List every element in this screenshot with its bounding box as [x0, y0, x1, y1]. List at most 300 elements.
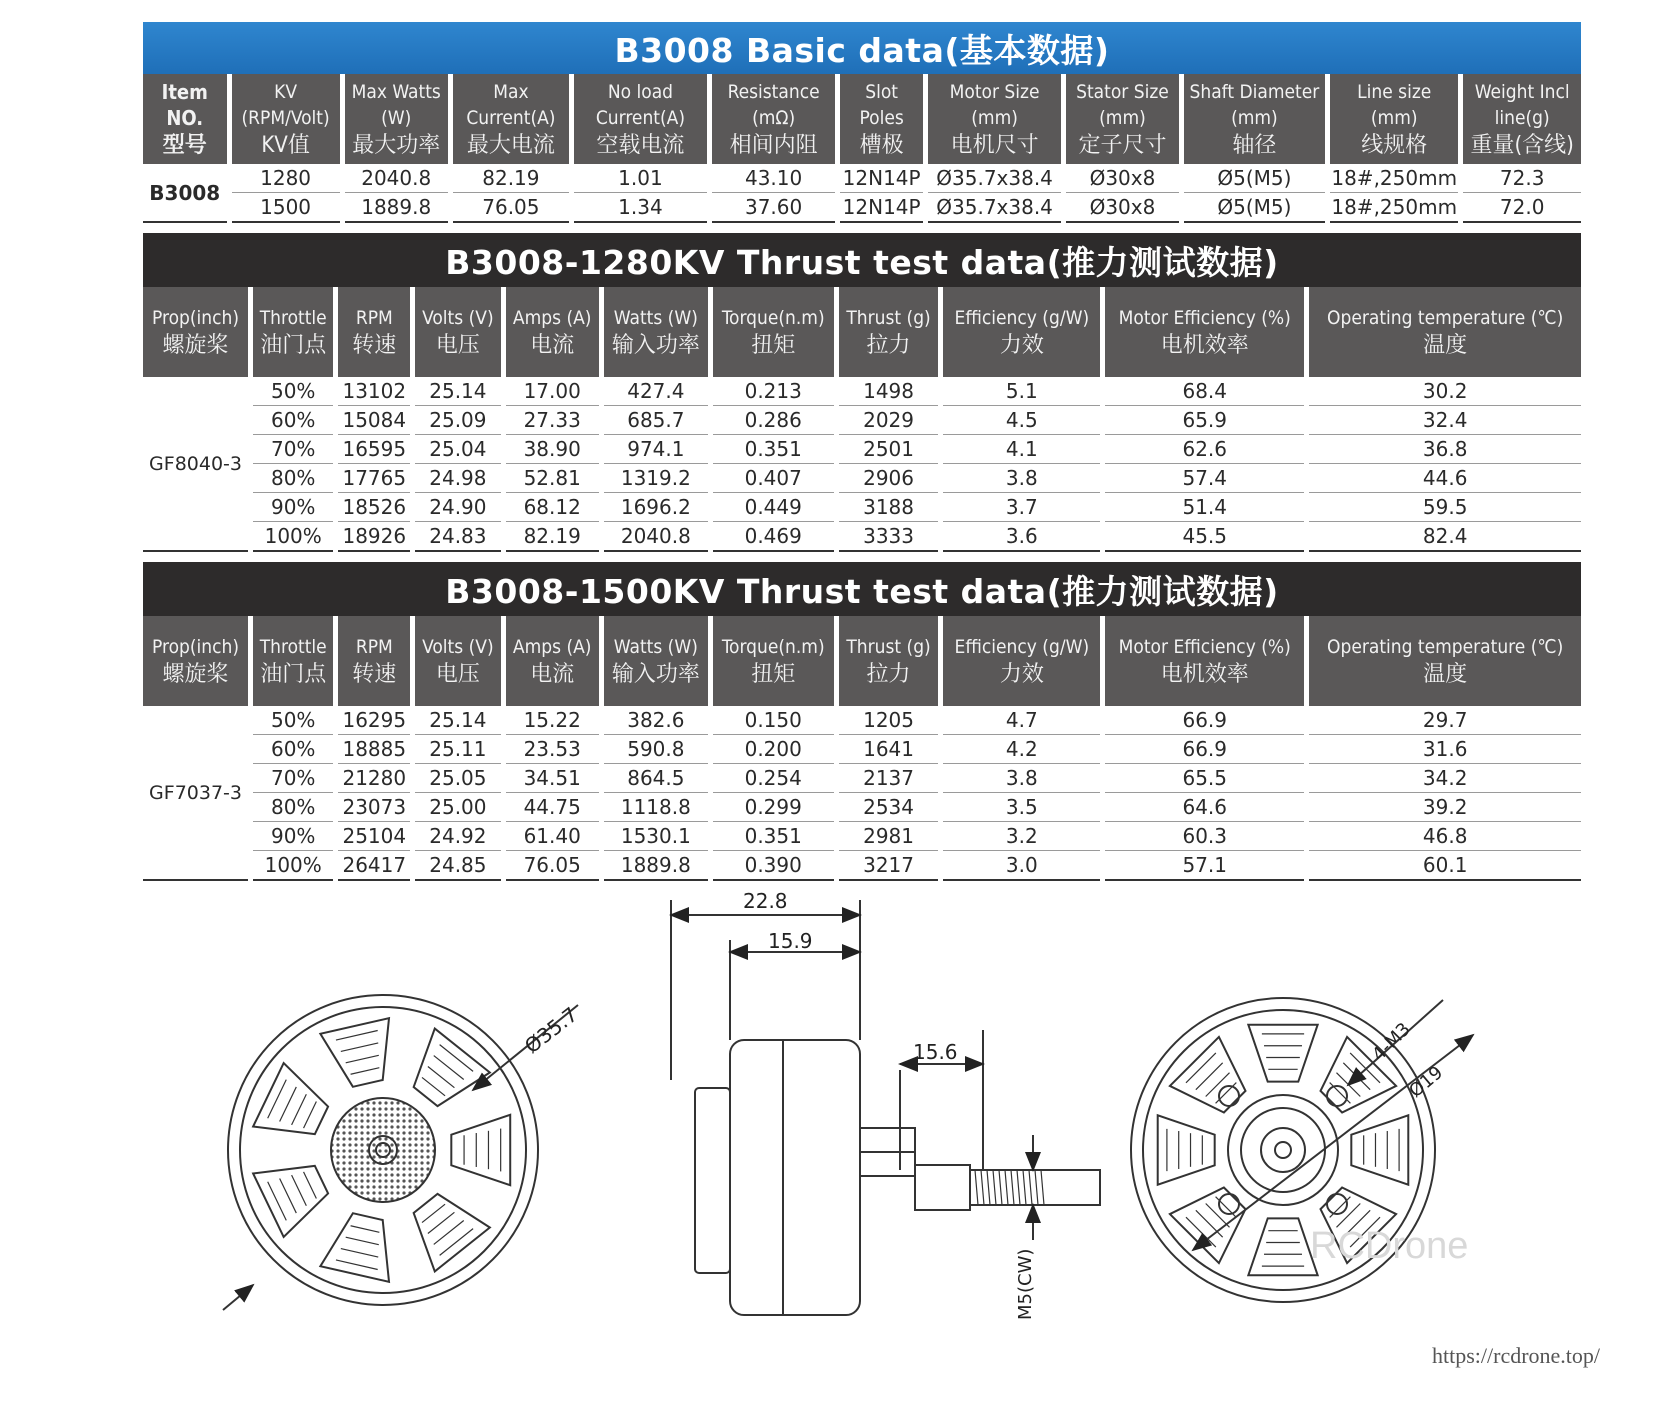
column-header-en: Amps (A)	[512, 307, 592, 329]
column-header-en: Thrust (g)	[846, 307, 931, 329]
table-row	[143, 851, 1581, 881]
table-cell: 382.6	[604, 706, 708, 735]
table-cell: 2029	[839, 406, 939, 435]
thread-line	[1035, 1170, 1038, 1205]
table-cell: 64.6	[1105, 793, 1304, 822]
stator-slot-shape	[320, 1018, 389, 1087]
column-header-en: Operating temperature (℃)	[1327, 307, 1564, 329]
column-header-en: Motor Efficiency (%)	[1118, 307, 1291, 329]
table-cell: 80%	[253, 464, 333, 493]
brand-watermark: RCDrone	[1310, 1225, 1469, 1267]
table-cell: 3.8	[943, 464, 1100, 493]
table-cell: 2534	[839, 793, 939, 822]
column-header	[839, 616, 939, 706]
column-header-cn: 电压	[435, 333, 480, 358]
table-cell: 3.0	[943, 851, 1100, 881]
table-cell: 24.92	[415, 822, 500, 851]
table-cell: 23.53	[506, 735, 599, 764]
table-cell: 17.00	[506, 377, 599, 406]
table-cell: 37.60	[712, 193, 835, 223]
table-cell: 1500	[232, 193, 340, 223]
column-header-cn: KV值	[261, 133, 310, 158]
thread-line	[981, 1170, 984, 1205]
table-cell: 21280	[338, 764, 410, 793]
table-row	[143, 406, 1581, 435]
table-cell: 100%	[253, 851, 333, 881]
column-header-en: Item NO.	[161, 80, 208, 130]
table-row	[143, 522, 1581, 552]
column-header-cn: 空载电流	[596, 133, 685, 158]
column-header-en: No load Current(A)	[595, 81, 686, 129]
column-header-cn: 扭矩	[751, 333, 796, 358]
column-header	[345, 74, 448, 164]
table-cell: 18926	[338, 522, 410, 552]
table-cell: 36.8	[1309, 435, 1581, 464]
column-header-en: Torque(n.m)	[721, 307, 825, 329]
table-cell: 5.1	[943, 377, 1100, 406]
table-cell: GF7037-3	[143, 706, 248, 881]
shaft-thread-label: M5(CW)	[1015, 1248, 1036, 1320]
table-cell: 0.390	[713, 851, 834, 881]
table-cell: 15084	[338, 406, 410, 435]
winding-line	[351, 1068, 380, 1075]
stator-slot-shape	[1248, 1025, 1317, 1082]
table-cell: 57.4	[1105, 464, 1304, 493]
column-header-cn: 电机尺寸	[950, 133, 1039, 158]
side-total-length-label: 22.8	[743, 889, 788, 913]
table-cell: 66.9	[1105, 706, 1304, 735]
winding-line	[422, 1204, 445, 1222]
table-cell: 76.05	[453, 193, 569, 223]
table-cell: 12N14P	[840, 164, 923, 193]
table-cell: 1889.8	[345, 193, 448, 223]
column-header	[253, 287, 333, 377]
table-cell: 68.12	[506, 493, 599, 522]
winding-line	[422, 1077, 445, 1095]
mount-holes-label: 4-M3	[1368, 1018, 1415, 1066]
table-cell: 2040.8	[345, 164, 448, 193]
column-header	[253, 616, 333, 706]
column-header	[506, 616, 599, 706]
table-cell: 25.11	[415, 735, 500, 764]
table-cell: 1530.1	[604, 822, 708, 851]
column-header	[713, 287, 834, 377]
winding-line	[428, 1066, 455, 1087]
column-header	[1066, 74, 1179, 164]
thread-line	[1017, 1170, 1020, 1205]
winding-line	[1186, 1217, 1216, 1247]
column-header-cn: 螺旋桨	[162, 662, 229, 687]
table-row	[143, 435, 1581, 464]
table-cell: 60.1	[1309, 851, 1581, 881]
table-cell: 34.2	[1309, 764, 1581, 793]
column-header-en: Resistance (mΩ)	[727, 81, 820, 129]
table-cell: Ø30x8	[1066, 193, 1179, 223]
table-cell: 18#,250mm	[1330, 164, 1458, 193]
table-cell: 24.83	[415, 522, 500, 552]
column-header-en: RPM	[355, 307, 393, 329]
column-header-en: Shaft Diameter (mm)	[1189, 81, 1320, 129]
basic-data-table	[138, 74, 1586, 223]
table-cell: 17765	[338, 464, 410, 493]
table-row	[143, 164, 1581, 193]
table-row	[143, 377, 1581, 406]
column-header-cn: 最大电流	[466, 133, 555, 158]
table-cell: 0.286	[713, 406, 834, 435]
column-header	[604, 287, 708, 377]
table-cell: 50%	[253, 706, 333, 735]
column-header-cn: 力效	[999, 333, 1044, 358]
column-header-cn: 轴径	[1232, 133, 1277, 158]
column-header	[143, 616, 248, 706]
thread-line	[1029, 1170, 1032, 1205]
column-header-en: Max Watts (W)	[351, 81, 441, 129]
winding-line	[346, 1055, 379, 1063]
winding-line	[434, 1220, 464, 1244]
thread-line	[975, 1170, 978, 1205]
column-header-cn: 转速	[352, 662, 397, 687]
table-cell: Ø5(M5)	[1184, 193, 1325, 223]
table-cell: 72.3	[1463, 164, 1581, 193]
column-header-en: Line size (mm)	[1357, 81, 1432, 129]
winding-line	[304, 1102, 317, 1129]
table-cell: 82.4	[1309, 522, 1581, 552]
column-header	[1463, 74, 1581, 164]
column-header-cn: 油门点	[260, 333, 327, 358]
stator-slot-shape	[414, 1029, 490, 1107]
column-header-en: Thrust (g)	[846, 636, 931, 658]
table-cell: 24.98	[415, 464, 500, 493]
column-header-en: Motor Efficiency (%)	[1118, 636, 1291, 658]
column-header-cn: 转速	[352, 333, 397, 358]
column-header	[1105, 287, 1304, 377]
column-header	[928, 74, 1061, 164]
column-header-cn: 输入功率	[611, 662, 700, 687]
table-cell: 65.9	[1105, 406, 1304, 435]
table-cell: 70%	[253, 435, 333, 464]
winding-line	[280, 1178, 297, 1213]
table-cell: 25.14	[415, 377, 500, 406]
table-cell: 65.5	[1105, 764, 1304, 793]
table-row	[143, 735, 1581, 764]
column-header-cn: 拉力	[866, 662, 911, 687]
column-header-cn: 温度	[1423, 662, 1468, 687]
thrust-1280-table	[138, 287, 1586, 552]
table-cell: 25.09	[415, 406, 500, 435]
winding-line	[336, 1260, 378, 1270]
table-cell: 100%	[253, 522, 333, 552]
table-cell: 1889.8	[604, 851, 708, 881]
table-row	[143, 193, 1581, 223]
table-cell: 90%	[253, 822, 333, 851]
thread-line	[1011, 1170, 1014, 1205]
table-cell: 18#,250mm	[1330, 193, 1458, 223]
table-cell: 3.6	[943, 522, 1100, 552]
site-watermark: https://rcdrone.top/	[1432, 1343, 1601, 1368]
column-header-cn: 电流	[530, 333, 575, 358]
column-header-en: Stator Size (mm)	[1076, 81, 1169, 129]
column-header	[338, 616, 410, 706]
table-cell: 43.10	[712, 164, 835, 193]
table-cell: 685.7	[604, 406, 708, 435]
table-cell: 25104	[338, 822, 410, 851]
table-cell: 3.5	[943, 793, 1100, 822]
column-header	[143, 287, 248, 377]
table-cell: 1.34	[574, 193, 707, 223]
thread-line	[1005, 1170, 1008, 1205]
table-cell: 1118.8	[604, 793, 708, 822]
table-cell: 2906	[839, 464, 939, 493]
table-cell: 66.9	[1105, 735, 1304, 764]
column-header-en: Watts (W)	[613, 636, 698, 658]
table-cell: 13102	[338, 377, 410, 406]
winding-line	[280, 1087, 297, 1122]
table-cell: 25.14	[415, 706, 500, 735]
thrust-1500-table	[138, 616, 1586, 881]
column-header	[1309, 616, 1581, 706]
column-header-cn: 油门点	[260, 662, 327, 687]
table-cell: 68.4	[1105, 377, 1304, 406]
table-cell: 34.51	[506, 764, 599, 793]
table-cell: 1.01	[574, 164, 707, 193]
table-cell: 16295	[338, 706, 410, 735]
table-cell: 3217	[839, 851, 939, 881]
column-header-en: Throttle	[259, 636, 327, 658]
table-cell: 25.04	[415, 435, 500, 464]
table-cell: 90%	[253, 493, 333, 522]
table-cell: 1280	[232, 164, 340, 193]
table-cell: 76.05	[506, 851, 599, 881]
table-cell: 12N14P	[840, 193, 923, 223]
table-cell: 24.85	[415, 851, 500, 881]
table-cell: 44.6	[1309, 464, 1581, 493]
table-cell: 24.90	[415, 493, 500, 522]
column-header-en: KV (RPM/Volt)	[241, 81, 330, 129]
column-header-cn: 扭矩	[751, 662, 796, 687]
table-cell: 52.81	[506, 464, 599, 493]
stator-slot-shape	[1351, 1115, 1408, 1184]
table-cell: 0.351	[713, 822, 834, 851]
motor-drawings	[143, 889, 1581, 1360]
table-cell: 72.0	[1463, 193, 1581, 223]
table-row	[143, 464, 1581, 493]
table-cell: 3.8	[943, 764, 1100, 793]
hole-circle-diameter-label: Ø19	[1405, 1062, 1448, 1103]
thrust-1280-title: B3008-1280KV Thrust test data(推力测试数据)	[143, 233, 1581, 287]
winding-line	[304, 1172, 317, 1199]
table-cell: GF8040-3	[143, 377, 248, 552]
column-header-cn: 相间内阻	[729, 133, 818, 158]
table-cell: 974.1	[604, 435, 708, 464]
column-header-en: Watts (W)	[613, 307, 698, 329]
column-header	[713, 616, 834, 706]
front-diameter-label: Ø35.7	[519, 1002, 583, 1059]
column-header	[943, 287, 1100, 377]
table-cell: B3008	[143, 164, 227, 223]
stator-slot-shape	[1170, 1188, 1246, 1264]
table-cell: 0.449	[713, 493, 834, 522]
winding-line	[292, 1175, 307, 1206]
table-cell: 82.19	[453, 164, 569, 193]
column-header	[415, 616, 500, 706]
column-header-cn: 电流	[530, 662, 575, 687]
column-header-cn: 电机效率	[1160, 333, 1249, 358]
winding-line	[434, 1056, 464, 1080]
table-cell: 1498	[839, 377, 939, 406]
winding-line	[292, 1094, 307, 1125]
table-cell: 82.19	[506, 522, 599, 552]
stator-slot-shape	[414, 1194, 490, 1272]
side-body-length-label: 15.9	[768, 929, 813, 953]
table-cell: 4.1	[943, 435, 1100, 464]
table-cell: Ø35.7x38.4	[928, 164, 1061, 193]
column-header-en: Operating temperature (℃)	[1327, 636, 1564, 658]
table-cell: 50%	[253, 377, 333, 406]
table-cell: 4.2	[943, 735, 1100, 764]
table-cell: 16595	[338, 435, 410, 464]
table-cell: 3333	[839, 522, 939, 552]
column-header	[1309, 287, 1581, 377]
column-header-en: Weight Incl line(g)	[1474, 81, 1570, 129]
column-header	[839, 287, 939, 377]
table-cell: 18526	[338, 493, 410, 522]
table-cell: 51.4	[1105, 493, 1304, 522]
table-cell: 2137	[839, 764, 939, 793]
table-cell: 25.00	[415, 793, 500, 822]
column-header	[840, 74, 923, 164]
table-cell: 0.213	[713, 377, 834, 406]
column-header-en: Slot Poles	[859, 81, 904, 129]
winding-line	[341, 1043, 378, 1052]
table-cell: 0.299	[713, 793, 834, 822]
table-cell: 0.200	[713, 735, 834, 764]
column-header	[1184, 74, 1325, 164]
stator-slot-shape	[1158, 1115, 1215, 1184]
stator-slot-shape	[320, 1213, 389, 1282]
table-cell: 31.6	[1309, 735, 1581, 764]
table-cell: 1319.2	[604, 464, 708, 493]
table-cell: 2040.8	[604, 522, 708, 552]
table-cell: 1641	[839, 735, 939, 764]
column-header	[232, 74, 340, 164]
winding-line	[1196, 1210, 1223, 1237]
column-header	[604, 616, 708, 706]
column-header-en: Motor Size (mm)	[949, 81, 1040, 129]
table-cell: 0.407	[713, 464, 834, 493]
table-cell: 32.4	[1309, 406, 1581, 435]
column-header-en: Prop(inch)	[152, 307, 240, 329]
column-header-cn: 最大功率	[352, 133, 441, 158]
table-cell: 15.22	[506, 706, 599, 735]
column-header	[574, 74, 707, 164]
shaft-length-label: 15.6	[913, 1040, 958, 1064]
table-row	[143, 493, 1581, 522]
winding-line	[1186, 1053, 1216, 1083]
column-header-cn: 温度	[1423, 333, 1468, 358]
table-cell: 2501	[839, 435, 939, 464]
table-cell: 39.2	[1309, 793, 1581, 822]
table-cell: 0.150	[713, 706, 834, 735]
winding-line	[351, 1226, 380, 1233]
table-cell: 1205	[839, 706, 939, 735]
table-cell: 3188	[839, 493, 939, 522]
column-header	[943, 616, 1100, 706]
basic-data-title: B3008 Basic data(基本数据)	[143, 22, 1581, 74]
table-cell: 80%	[253, 793, 333, 822]
column-header-cn: 力效	[999, 662, 1044, 687]
table-cell: 2981	[839, 822, 939, 851]
table-cell: 3.2	[943, 822, 1100, 851]
column-header-cn: 线规格	[1361, 133, 1428, 158]
table-cell: 23073	[338, 793, 410, 822]
table-cell: 27.33	[506, 406, 599, 435]
column-header	[415, 287, 500, 377]
table-cell: 59.5	[1309, 493, 1581, 522]
table-cell: 57.1	[1105, 851, 1304, 881]
table-cell: 25.05	[415, 764, 500, 793]
winding-line	[440, 1045, 473, 1072]
table-row	[143, 706, 1581, 735]
column-header-cn: 定子尺寸	[1078, 133, 1167, 158]
column-header-cn: 输入功率	[611, 333, 700, 358]
table-cell: 864.5	[604, 764, 708, 793]
table-cell: 0.469	[713, 522, 834, 552]
table-cell: 38.90	[506, 435, 599, 464]
table-cell: 61.40	[506, 822, 599, 851]
table-cell: 44.75	[506, 793, 599, 822]
column-header-en: Throttle	[259, 307, 327, 329]
winding-line	[1196, 1063, 1223, 1090]
table-cell: 30.2	[1309, 377, 1581, 406]
thread-line	[987, 1170, 990, 1205]
table-cell: 590.8	[604, 735, 708, 764]
table-cell: Ø35.7x38.4	[928, 193, 1061, 223]
column-header-cn: 型号	[162, 133, 207, 158]
column-header-en: Torque(n.m)	[721, 636, 825, 658]
table-row	[143, 822, 1581, 851]
table-cell: Ø5(M5)	[1184, 164, 1325, 193]
winding-line	[346, 1237, 379, 1245]
column-header-en: Volts (V)	[422, 636, 494, 658]
table-cell: 70%	[253, 764, 333, 793]
column-header-cn: 拉力	[866, 333, 911, 358]
table-row	[143, 764, 1581, 793]
table-cell: 60.3	[1105, 822, 1304, 851]
table-cell: 29.7	[1309, 706, 1581, 735]
table-cell: 46.8	[1309, 822, 1581, 851]
table-cell: 4.7	[943, 706, 1100, 735]
column-header-cn: 螺旋桨	[162, 333, 229, 358]
table-cell: 427.4	[604, 377, 708, 406]
column-header-cn: 电机效率	[1160, 662, 1249, 687]
winding-line	[428, 1212, 455, 1233]
column-header-en: Volts (V)	[422, 307, 494, 329]
column-header	[1105, 616, 1304, 706]
table-cell: 45.5	[1105, 522, 1304, 552]
column-header	[143, 74, 227, 164]
thread-line	[1023, 1170, 1026, 1205]
column-header-en: Prop(inch)	[152, 636, 240, 658]
table-cell: 3.7	[943, 493, 1100, 522]
column-header	[506, 287, 599, 377]
stator-slot-shape	[1170, 1037, 1246, 1113]
column-header-cn: 电压	[435, 662, 480, 687]
column-header-en: Amps (A)	[512, 636, 592, 658]
table-cell: 4.5	[943, 406, 1100, 435]
table-cell: 60%	[253, 735, 333, 764]
column-header	[1330, 74, 1458, 164]
thread-line	[993, 1170, 996, 1205]
